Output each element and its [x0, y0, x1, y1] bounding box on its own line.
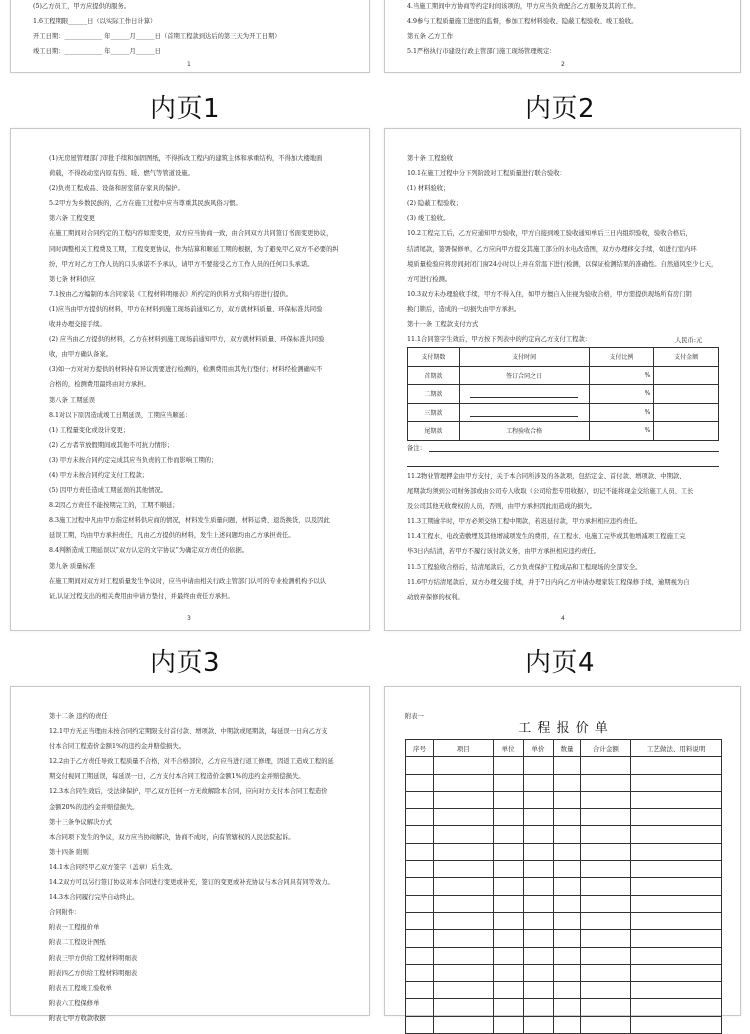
- table-cell: [523, 999, 553, 1016]
- text-line: 14.3本合同履行完毕自动终止。: [49, 894, 139, 902]
- table-cell: [433, 861, 493, 878]
- text-line: 竣工日期：____________ 年______月______日: [33, 48, 161, 56]
- text-line: (2) 隐蔽工程验收；: [407, 200, 462, 208]
- text-line: (3) 竣工验收。: [407, 215, 450, 223]
- table-cell: [493, 964, 523, 981]
- table-cell: [493, 999, 523, 1016]
- attachment-label: 附表一: [405, 713, 424, 720]
- table-cell: [523, 791, 553, 808]
- cell-period: 二期款: [408, 385, 460, 404]
- text-line: 方可进行检测。: [407, 275, 452, 283]
- table-cell: [631, 1016, 722, 1033]
- text-line: 8.1对以下原因造成竣工日期延误，工期应当顺延：: [49, 411, 192, 419]
- table-cell: [406, 826, 434, 843]
- table-cell: [493, 878, 523, 895]
- cell-ratio: %: [589, 366, 654, 385]
- text-line: (2) 应当由乙方提供的材料，乙方在材料到施工现场前通知甲方，双方就材料质量、环保标准共同验: [49, 336, 325, 344]
- cell-ratio: %: [589, 422, 654, 441]
- page-4: [384, 128, 741, 631]
- text-line: 12.2由于乙方责任导致工程质量不合格，对不合格部位，乙方应当进行返工修理，因返工造成工程的延: [49, 758, 334, 766]
- table-row: [406, 947, 722, 964]
- text-line: 尾期款均须到公司财务部或由公司专人收取（公司给您专用收据），切记不能将现金交给施工人员、工长: [407, 488, 694, 496]
- text-line: 14.2双方可以另行签订协议对本合同进行变更或补充，签订的变更或补充协议与本合同具有同等效力。: [49, 879, 334, 887]
- text-line: 纷，甲方对乙方工作人员的口头承诺不予承认，请甲方不要接受乙方工作人员的任何口头承诺。: [49, 260, 314, 268]
- table-cell: [581, 999, 631, 1016]
- page-5: [10, 686, 370, 1022]
- table-cell: [581, 964, 631, 981]
- table-cell: [553, 861, 581, 878]
- table-cell: [523, 930, 553, 947]
- table-cell: [631, 843, 722, 860]
- section-heading: 第十一条 工程款支付方式: [407, 321, 479, 329]
- text-line: 10.3双方未办理验收手续，甲方不得入住，如甲方擅自入住视为验收合格，甲方需提供现场所有房门钥: [407, 290, 692, 298]
- list-item: 附表七甲方收款收据: [49, 1014, 106, 1022]
- text-line: 收并办理交接手续。: [49, 321, 106, 329]
- table-cell: [433, 878, 493, 895]
- table-cell: [523, 982, 553, 999]
- page-number: 3: [187, 615, 191, 622]
- text-line: (1) 工程量变化或设计变更；: [49, 426, 130, 434]
- table-cell: [553, 982, 581, 999]
- table-row: [406, 757, 722, 774]
- table-header: 支付期数: [408, 348, 460, 367]
- table-row: [406, 791, 722, 808]
- text-line: 11.3工期逾半时，甲方必须交纳工程中期款，若迟延付款，甲方承担相应违约责任。: [407, 518, 642, 526]
- text-line: (3)如一方对对方提供的材料持有异议需要进行检测的，检测费用由其先行垫付；材料经检测确实不: [49, 366, 323, 374]
- page-6: [384, 686, 741, 1016]
- table-row: [408, 422, 719, 441]
- text-line: 开工日期：____________ 年______月______日（首期工程款到达后的第三天为开工日期）: [33, 33, 281, 41]
- table-row: [408, 403, 719, 422]
- text-line: (3) 甲方未按合同约定完成其应当负责的工作而影响工期的；: [49, 456, 218, 464]
- table-cell: [406, 878, 434, 895]
- table-cell: [523, 895, 553, 912]
- table-header: 支付比例: [589, 348, 654, 367]
- table-cell: [406, 982, 434, 999]
- note-line: [407, 466, 719, 467]
- table-header: 项目: [433, 740, 493, 757]
- text-line: (5) 因甲方责任造成工期延误的其他情况。: [49, 487, 167, 495]
- table-cell: [493, 791, 523, 808]
- table-cell: [553, 1016, 581, 1033]
- cell-amount: [654, 385, 719, 404]
- text-line: 收，由甲方确认备案。: [49, 351, 112, 359]
- text-line: (4) 甲方未按合同约定支付工程款；: [49, 471, 149, 479]
- section-heading: 第七条 材料供应: [49, 275, 96, 283]
- list-item: 附表六工程保修单: [49, 999, 100, 1007]
- table-header: 支付金额: [654, 348, 719, 367]
- table-cell: [581, 930, 631, 947]
- label-page-1: 内页1: [150, 94, 221, 124]
- table-cell: [553, 947, 581, 964]
- table-header: 工艺做法、用料说明: [631, 740, 722, 757]
- table-cell: [493, 930, 523, 947]
- table-cell: [433, 757, 493, 774]
- table-cell: [553, 964, 581, 981]
- table-cell: [406, 930, 434, 947]
- table-cell: [581, 912, 631, 929]
- blank-line: [470, 397, 578, 398]
- table-cell: [581, 895, 631, 912]
- table-row: [406, 999, 722, 1016]
- table-cell: [433, 895, 493, 912]
- table-cell: [523, 826, 553, 843]
- text-line: 及公司其他无收费权的人员，否则，由甲方承担因此而造成的损失。: [407, 503, 596, 511]
- text-line: 结清尾款，签署保修单，乙方应向甲方提交其施工部分的水电改造图，双方办理移交手续，如进行室内环: [407, 245, 697, 253]
- cell-ratio: %: [589, 403, 654, 422]
- table-row: [406, 843, 722, 860]
- text-line: (1)无房屋管理部门审批手续和加固图纸，不得拆改工程内的建筑主体和承重结构，不得加大楼地面: [49, 155, 323, 162]
- text-line: 金额20%的违约金并赔偿损失。: [49, 803, 139, 811]
- table-cell: [406, 912, 434, 929]
- table-cell: [523, 912, 553, 929]
- page-1-partial: [10, 0, 370, 73]
- table-cell: [581, 1016, 631, 1033]
- table-cell: [553, 843, 581, 860]
- label-page-2: 内页2: [525, 94, 596, 124]
- text-line: 11.4工程水、电改造敷埋及其他增减项发生的费用，在工程水、电施工完毕或其他增减项工程施工完: [407, 533, 686, 541]
- table-row: [408, 385, 719, 404]
- table-cell: [523, 843, 553, 860]
- table-header: 支付时间: [459, 348, 589, 367]
- text-line: 延误工期，均由甲方承担责任，凡由乙方提供的材料，发生上述问题均由乙方承担责任。: [49, 532, 295, 540]
- table-cell: [631, 878, 722, 895]
- table-cell: [631, 757, 722, 774]
- list-item: 附表二工程设计图纸: [49, 939, 106, 947]
- table-row: [406, 982, 722, 999]
- text-line: 付本合同工程造价金额1%的违约金并赔偿损失。: [49, 743, 185, 751]
- text-line: 合格的，检测费用最终由对方承担。: [49, 381, 150, 389]
- text-line: 合同附件：: [49, 909, 81, 917]
- table-cell: [581, 947, 631, 964]
- table-cell: [433, 912, 493, 929]
- table-cell: [523, 757, 553, 774]
- table-cell: [406, 895, 434, 912]
- table-cell: [493, 861, 523, 878]
- table-cell: [581, 757, 631, 774]
- cell-amount: [654, 366, 719, 385]
- currency-unit: 人民币:元: [675, 337, 703, 344]
- table-cell: [631, 826, 722, 843]
- cell-time: [459, 385, 589, 404]
- text-line: 4.当施工期间中方协商等约定时间该项的，甲方应当负责配合乙方服务及其的工作。: [407, 3, 640, 10]
- table-cell: [631, 999, 722, 1016]
- text-line: 毕3日内结清，若甲方不履行该付款义务，由甲方承担相应违约责任。: [407, 548, 600, 556]
- table-cell: [406, 964, 434, 981]
- table-cell: [581, 878, 631, 895]
- table-header: 单价: [523, 740, 553, 757]
- table-cell: [553, 930, 581, 947]
- text-line: 11.5工程验收合格后，结清尾款后，乙方负责保护工程成品和工程现场的全部安全。: [407, 563, 642, 571]
- table-cell: [406, 757, 434, 774]
- table-row: [406, 1016, 722, 1033]
- table-cell: [433, 930, 493, 947]
- table-cell: [493, 843, 523, 860]
- page-2-partial: [384, 0, 741, 73]
- table-cell: [433, 964, 493, 981]
- table-cell: [406, 947, 434, 964]
- table-cell: [406, 791, 434, 808]
- text-line: (1) 材料验收；: [407, 185, 450, 193]
- table-cell: [433, 809, 493, 826]
- text-line: 境质量检验应将房间封闭门窗24小时以上并在常温下进行检测，以保证检测结果的准确性。自然通风至少七天，: [407, 260, 718, 268]
- table-cell: [553, 895, 581, 912]
- text-line: 11.2物业管理押金由甲方支付，关于本合同所涉及的各款项，包括定金、首付款、增项款、中期款、: [407, 473, 686, 480]
- table-row: [406, 861, 722, 878]
- text-line: 在施工期间对合同约定的工程内容如需变更，双方应当协商一致，由合同双方共同签订书面变更协议，: [49, 230, 333, 238]
- table-cell: [493, 947, 523, 964]
- table-cell: [493, 826, 523, 843]
- table-cell: [553, 809, 581, 826]
- table-cell: [493, 809, 523, 826]
- table-cell: [433, 774, 493, 791]
- table-cell: [581, 791, 631, 808]
- table-cell: [523, 1016, 553, 1033]
- table-cell: [433, 1016, 493, 1033]
- text-line: (2)负责工程成品、设备和居室留存家具的保护。: [49, 185, 184, 193]
- list-item: 附表四乙方供给工程材料明细表: [49, 969, 138, 977]
- section-heading: 第八条 工期延误: [49, 396, 96, 404]
- text-line: 11.1合同签字生效后，甲方按下列表中的约定向乙方支付工程款：: [407, 336, 592, 344]
- section-heading: 第九条 质量标准: [49, 562, 96, 570]
- table-cell: [523, 947, 553, 964]
- table-cell: [523, 774, 553, 791]
- table-cell: [581, 774, 631, 791]
- table-cell: [631, 861, 722, 878]
- table-cell: [523, 964, 553, 981]
- list-item: 附表五工程竣工验收单: [49, 984, 112, 992]
- table-row: [406, 878, 722, 895]
- text-line: 期交付视同工期延误，每延误一日，乙方支付本合同工程造价金额1%的违约金并赔偿损失。: [49, 773, 305, 781]
- table-row: [406, 826, 722, 843]
- cell-amount: [654, 403, 719, 422]
- table-row: [408, 366, 719, 385]
- cell-ratio: %: [589, 385, 654, 404]
- table-cell: [433, 947, 493, 964]
- text-line: 在施工期间对双方对工程质量发生争议时，应当申请由相关行政主管部门认可的专业检测机构予以认: [49, 577, 327, 585]
- table-header: 序号: [406, 740, 434, 757]
- quote-table-body: [406, 757, 722, 1034]
- cell-period: 三期款: [408, 403, 460, 422]
- table-cell: [493, 757, 523, 774]
- table-row: [406, 774, 722, 791]
- page-3-body: [49, 151, 339, 604]
- table-cell: [631, 809, 722, 826]
- table-cell: [433, 999, 493, 1016]
- table-cell: [433, 982, 493, 999]
- payment-table: [407, 347, 719, 441]
- table-cell: [406, 843, 434, 860]
- cell-time: [459, 403, 589, 422]
- blank-line: [470, 416, 578, 417]
- table-cell: [631, 774, 722, 791]
- table-cell: [631, 964, 722, 981]
- table-row: [406, 912, 722, 929]
- table-cell: [493, 895, 523, 912]
- table-cell: [523, 861, 553, 878]
- table-cell: [493, 774, 523, 791]
- list-item: 附表三甲方供给工程材料明细表: [49, 954, 138, 962]
- table-cell: [581, 826, 631, 843]
- text-line: 本合同项下发生的争议，双方应当协商解决，协商不成时，向有管辖权的人民法院起诉。: [49, 833, 295, 841]
- table-cell: [493, 1016, 523, 1033]
- list-item: 附表一工程报价单: [49, 924, 100, 932]
- page-3: [10, 128, 370, 631]
- section-heading: 第十二条 违约的责任: [49, 713, 108, 720]
- label-page-4: 内页4: [525, 648, 596, 678]
- table-cell: [631, 930, 722, 947]
- cell-period: 尾期款: [408, 422, 460, 441]
- table-row: [406, 809, 722, 826]
- table-row: [406, 895, 722, 912]
- text-line: (5)乙方员工，甲方应提供的服务。: [33, 3, 131, 10]
- table-cell: [581, 861, 631, 878]
- cell-time: 签订合同之日: [459, 366, 589, 385]
- table-cell: [581, 809, 631, 826]
- page-number: 2: [561, 61, 565, 68]
- text-line: 荷载，不得改动室内原有热、暖、燃气等管道设施。: [49, 170, 194, 178]
- table-cell: [406, 774, 434, 791]
- table-cell: [493, 912, 523, 929]
- cell-amount: [654, 422, 719, 441]
- text-line: 10.2工程完工后，乙方应通知甲方验收，甲方自接到竣工验收通知单后三日内组织验收，验收合格后，: [407, 230, 692, 238]
- table-header: 单位: [493, 740, 523, 757]
- page-number: 4: [561, 615, 565, 622]
- text-line: 12.3本合同生效后，受法律保护，甲乙双方任何一方无故解除本合同，应向对方支付本合同工程造价: [49, 788, 328, 796]
- text-line: (2) 乙方者节放假期间或其他不可抗力情形；: [49, 441, 174, 449]
- table-cell: [553, 826, 581, 843]
- note-line: [429, 451, 719, 452]
- page-number: 1: [187, 61, 191, 68]
- table-cell: [581, 843, 631, 860]
- text-line: 12.1甲方无正当理由未按合同约定期限支付首付款、增项款、中期款或尾期款，每延误一日向乙方支: [49, 728, 328, 736]
- table-header: 合计金额: [581, 740, 631, 757]
- text-line: 8.3施工过程中凡由甲方指定材料供应商的情况，材料发生质量问题，材料运费、退货换货，以及因此: [49, 517, 330, 525]
- quote-table: [405, 739, 722, 1034]
- cell-time: 工程验收合格: [459, 422, 589, 441]
- text-line: 8.4判断造成工期延误以“双方认定的文字协议”为确定双方责任的依据。: [49, 547, 249, 555]
- text-line: 同时调整相关工程费及工期，工程变更协议，作为结算和顺延工期的根据，为了避免甲乙双方不必要的纠: [49, 245, 339, 253]
- table-cell: [553, 999, 581, 1016]
- table-cell: [553, 774, 581, 791]
- section-heading: 第十条 工程验收: [407, 155, 454, 162]
- table-cell: [406, 809, 434, 826]
- table-cell: [553, 757, 581, 774]
- text-line: 5.1严格执行市建设行政主管部门施工现场管理规定：: [407, 48, 556, 56]
- label-page-3: 内页3: [150, 648, 221, 678]
- table-cell: [631, 982, 722, 999]
- text-line: 证,认证过程支出的相关费用由申请方垫付，并最终由责任方承担。: [49, 592, 234, 600]
- text-line: 11.6甲方结清尾款后，双方办理交接手续，并于7日内向乙方申请办理家装工程保修手续，逾期视为自: [407, 578, 690, 586]
- text-line: 换门锁后，造成的一切损失由甲方承担。: [407, 305, 521, 313]
- table-row: [406, 964, 722, 981]
- table-header: 数量: [553, 740, 581, 757]
- table-cell: [493, 982, 523, 999]
- table-cell: [631, 912, 722, 929]
- table-cell: [406, 1016, 434, 1033]
- table-row: [406, 930, 722, 947]
- table-cell: [523, 878, 553, 895]
- text-line: 第五条 乙方工作: [407, 33, 454, 41]
- table-cell: [553, 912, 581, 929]
- section-heading: 第十三条争议解决方式: [49, 818, 112, 826]
- text-line: 4.9参与工程质量施工进度的监督，参加工程材料验收、隐蔽工程验收、竣工验收。: [407, 18, 638, 26]
- table-cell: [406, 999, 434, 1016]
- table-cell: [523, 809, 553, 826]
- text-line: 动放弃保修的权利。: [407, 593, 464, 601]
- section-heading: 第六条 工程变更: [49, 215, 96, 223]
- section-heading: 第十四条 附则: [49, 848, 89, 856]
- text-line: 1.6工程期限______日（以实际工作日计算）: [33, 18, 157, 26]
- table-cell: [433, 791, 493, 808]
- table-cell: [433, 826, 493, 843]
- table-cell: [553, 791, 581, 808]
- text-line: 8.2因乙方责任不能按期完工的，工期不顺延；: [49, 502, 179, 510]
- table-cell: [553, 878, 581, 895]
- note-label: 备注：: [407, 445, 426, 452]
- text-line: 10.1在施工过程中分下列阶段对工程质量进行联合验收：: [407, 170, 566, 178]
- text-line: 7.1按由乙方编制的本合同家装《工程材料明细表》所约定的供料方式和内容进行提供。: [49, 290, 292, 298]
- text-line: 5.2甲方为乡数民族的，乙方在施工过程中应当尊重其民族风俗习惯。: [49, 200, 242, 208]
- cell-period: 首期款: [408, 366, 460, 385]
- table-cell: [406, 861, 434, 878]
- table-header-row: [408, 348, 719, 367]
- table-cell: [631, 791, 722, 808]
- table-cell: [581, 982, 631, 999]
- table-cell: [433, 843, 493, 860]
- table-cell: [631, 895, 722, 912]
- quote-title: 工 程 报 价 单: [518, 721, 609, 736]
- text-line: 14.1本合同经甲乙双方签字（盖章）后生效。: [49, 863, 177, 871]
- table-header-row: [406, 740, 722, 757]
- table-cell: [631, 947, 722, 964]
- text-line: (1)应当由甲方提供的材料，甲方在材料到施工现场前通知乙方，双方就材料质量、环保标准共同验: [49, 305, 323, 313]
